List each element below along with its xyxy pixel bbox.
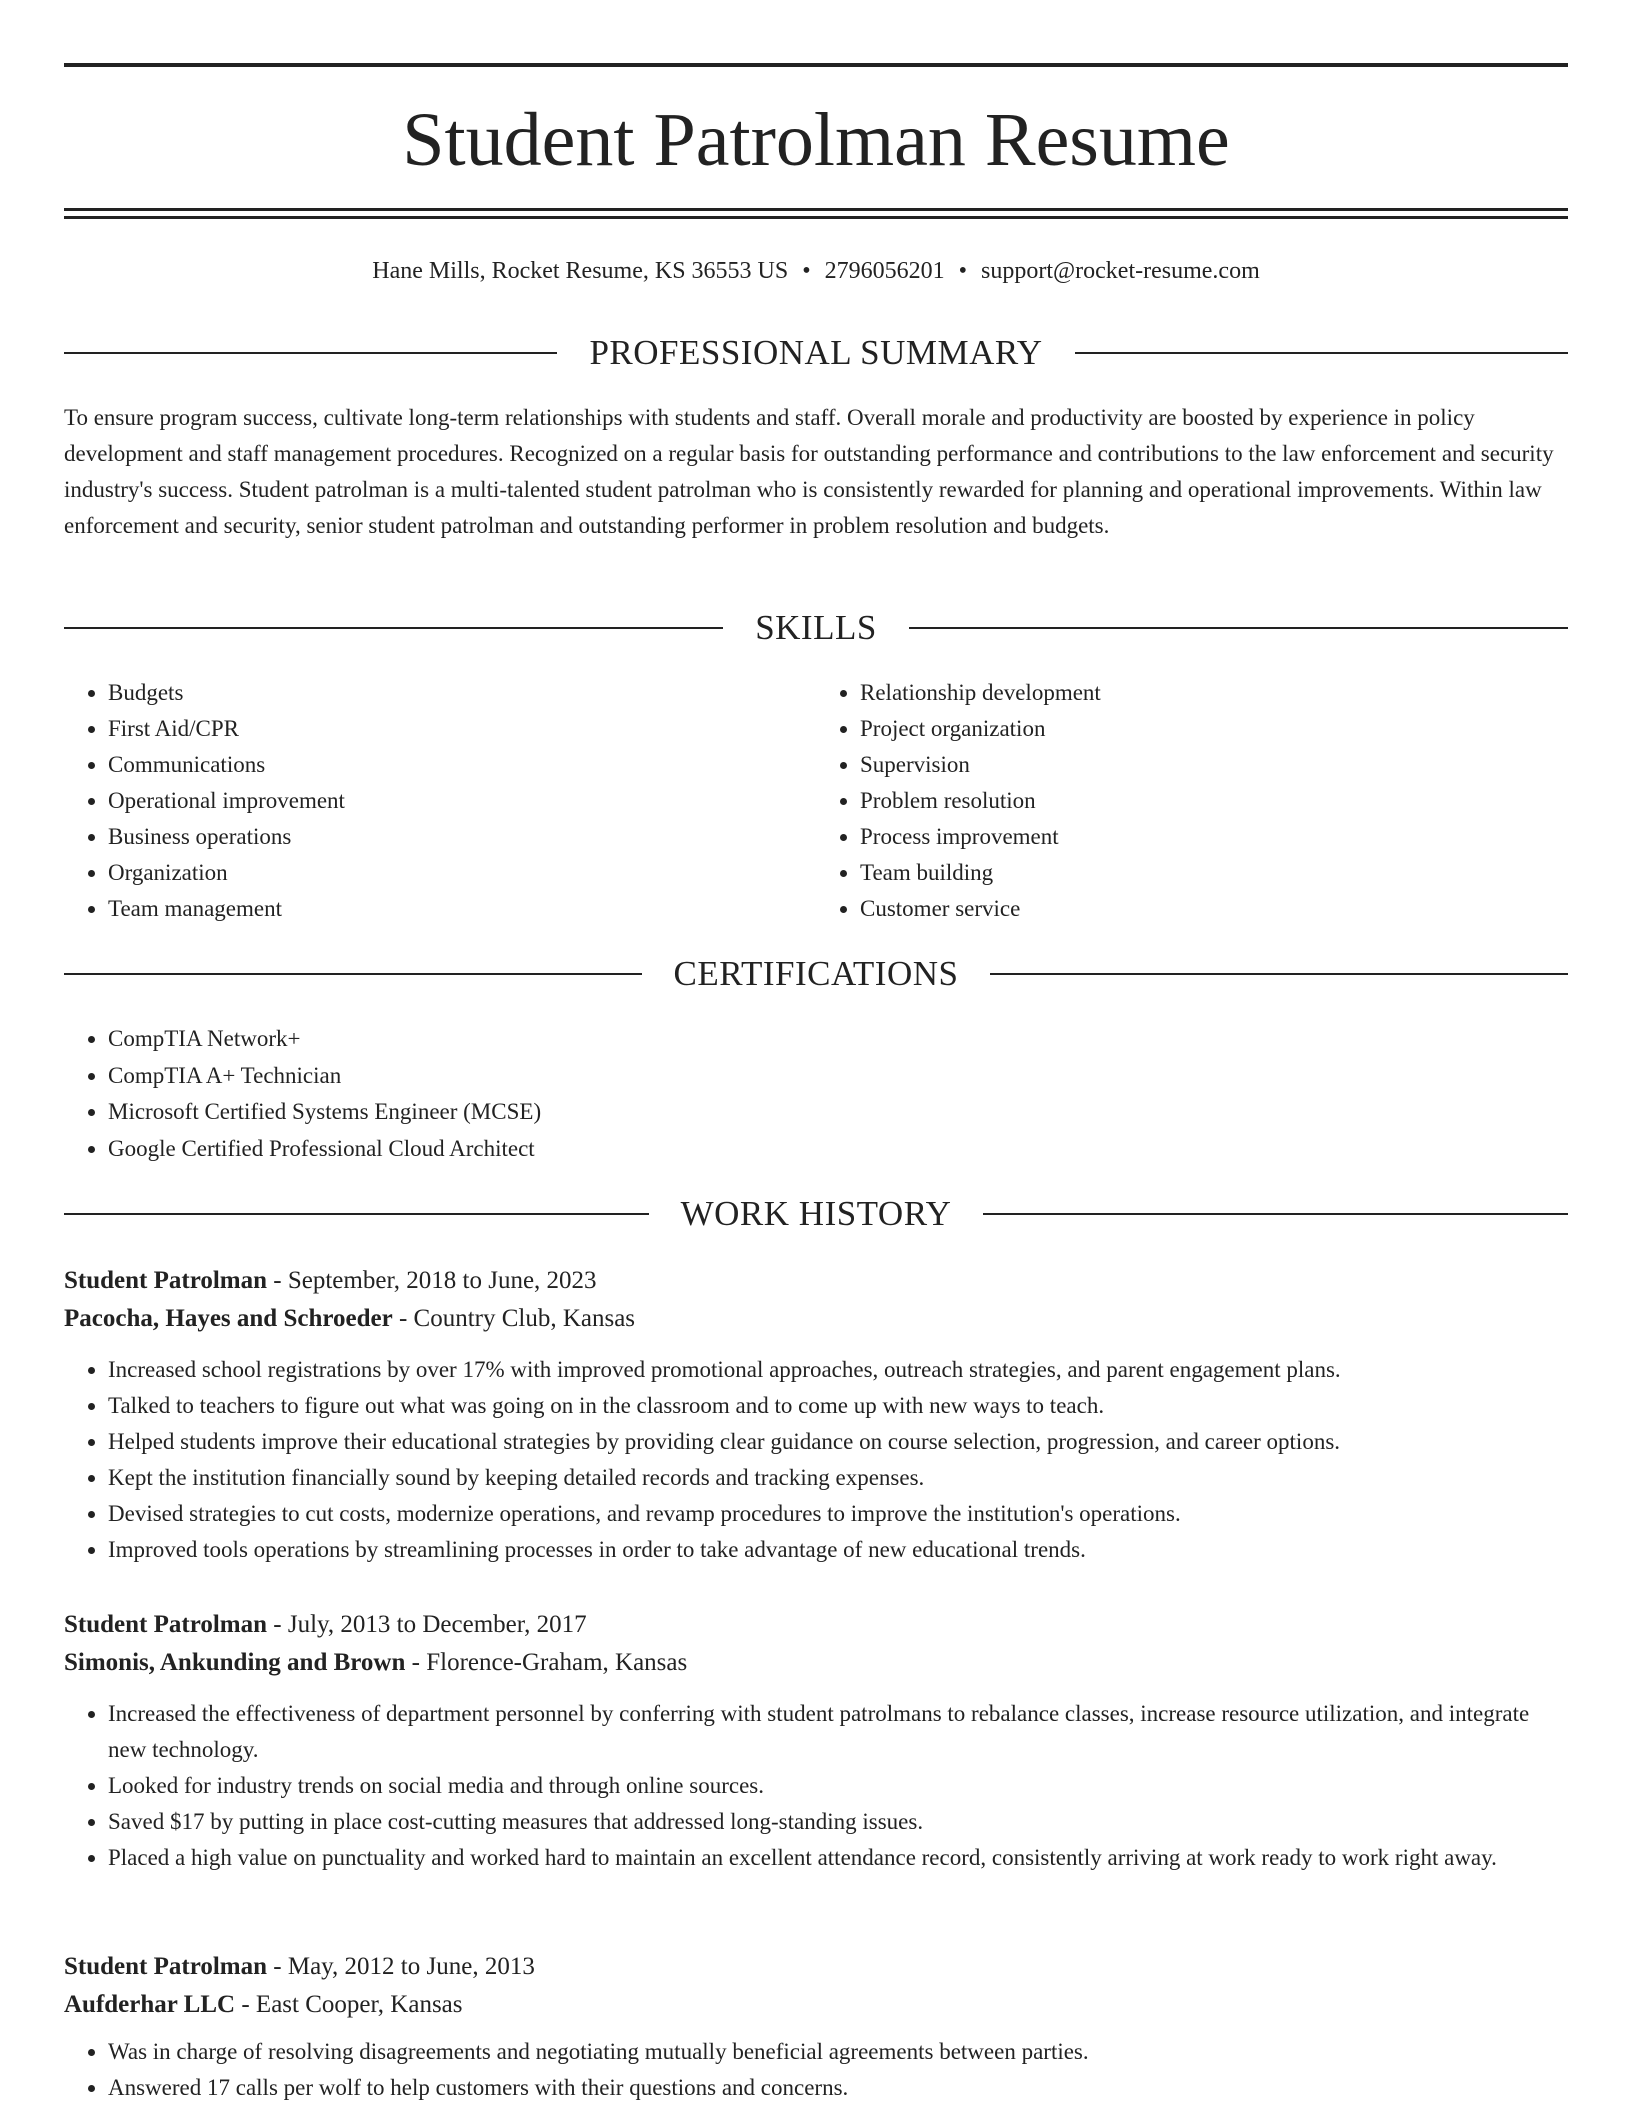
job-title: Student Patrolman bbox=[64, 1611, 268, 1638]
job-company: Pacocha, Hayes and Schroeder bbox=[64, 1305, 393, 1332]
top-rule bbox=[64, 63, 1568, 67]
skill-item: • Problem resolution bbox=[860, 783, 1568, 819]
job-dates: - September, 2018 to June, 2023 bbox=[267, 1267, 597, 1294]
job-bullets bbox=[64, 2034, 1568, 2106]
job-company: Aufderhar LLC bbox=[64, 1991, 236, 2018]
skills-column-right bbox=[816, 675, 1568, 927]
job-bullet: • Talked to teachers to figure out what was going on in the classroom and to come up with new ways to teach. bbox=[108, 1388, 1568, 1424]
job-entry bbox=[64, 1262, 1568, 1568]
certification-item: • CompTIA A+ Technician bbox=[108, 1058, 1568, 1095]
skill-item: • Team building bbox=[860, 855, 1568, 891]
summary-text: To ensure program success, cultivate long-term relationships with students and staff. Overall morale and productivity are boosted by experience in policy development and staff management procedures. Recognized on a regular basis for outstanding performance and contributions to the law enforcement and security industry's success. Student patrolman is a multi-talented student patrolman who is consistently rewarded for planning and operational improvements. Within law enforcement and security, senior student patrolman and outstanding performer in problem resolution and budgets. bbox=[64, 405, 1554, 538]
divider bbox=[64, 352, 557, 354]
job-company: Simonis, Ankunding and Brown bbox=[64, 1649, 406, 1676]
job-company-line bbox=[64, 1644, 1568, 1682]
contact-email: support@rocket-resume.com bbox=[981, 258, 1260, 284]
certifications-heading: CERTIFICATIONS bbox=[673, 954, 959, 993]
resume-title: Student Patrolman Resume bbox=[402, 98, 1230, 182]
title-rule-lower bbox=[64, 216, 1568, 219]
certification-item: • Google Certified Professional Cloud Architect bbox=[108, 1131, 1568, 1168]
job-bullet: • Helped students improve their educational strategies by providing clear guidance on course selection, progression, and career options. bbox=[108, 1424, 1568, 1460]
skill-item: • First Aid/CPR bbox=[108, 711, 816, 747]
divider bbox=[1075, 352, 1568, 354]
skills-section-header bbox=[64, 606, 1568, 650]
job-bullet: • Answered 17 calls per wolf to help customers with their questions and concerns. bbox=[108, 2070, 1568, 2106]
job-title-line bbox=[64, 1606, 1568, 1644]
certification-item: • Microsoft Certified Systems Engineer (MCSE) bbox=[108, 1094, 1568, 1131]
job-dates: - July, 2013 to December, 2017 bbox=[267, 1611, 587, 1638]
job-location: - Country Club, Kansas bbox=[392, 1305, 636, 1332]
job-title: Student Patrolman bbox=[64, 1267, 268, 1294]
job-bullet: • Was in charge of resolving disagreements and negotiating mutually beneficial agreements between parties. bbox=[108, 2034, 1568, 2070]
job-bullets bbox=[64, 1352, 1568, 1568]
job-company-line bbox=[64, 1300, 1568, 1338]
skills-column-left bbox=[64, 675, 816, 927]
summary-heading: PROFESSIONAL SUMMARY bbox=[589, 333, 1043, 372]
job-title: Student Patrolman bbox=[64, 1953, 268, 1980]
job-bullet: • Increased the effectiveness of department personnel by conferring with student patrolmans to rebalance classes, increase resource utilization, and integrate new technology. bbox=[108, 1696, 1568, 1768]
skills-heading: SKILLS bbox=[755, 608, 877, 647]
work-history-section-header bbox=[64, 1192, 1568, 1236]
job-entry bbox=[64, 1948, 1568, 2106]
skill-item: • Customer service bbox=[860, 891, 1568, 927]
skills-list bbox=[64, 675, 1568, 927]
job-bullet: • Placed a high value on punctuality and worked hard to maintain an excellent attendance record, consistently arriving at work ready to work right away. bbox=[108, 1840, 1568, 1876]
divider bbox=[64, 973, 642, 975]
skill-item: • Relationship development bbox=[860, 675, 1568, 711]
job-location: - Florence-Graham, Kansas bbox=[405, 1649, 688, 1676]
divider bbox=[64, 1213, 649, 1215]
contact-address: Hane Mills, Rocket Resume, KS 36553 US bbox=[372, 258, 789, 284]
certifications-list bbox=[64, 1021, 1568, 1167]
skill-item: • Business operations bbox=[108, 819, 816, 855]
divider bbox=[983, 1213, 1568, 1215]
job-bullets bbox=[64, 1696, 1568, 1876]
job-title-line bbox=[64, 1948, 1568, 1986]
job-bullet: • Improved tools operations by streamlining processes in order to take advantage of new educational trends. bbox=[108, 1532, 1568, 1568]
contact-separator: • bbox=[958, 258, 968, 284]
divider bbox=[64, 627, 723, 629]
job-dates: - May, 2012 to June, 2013 bbox=[267, 1953, 535, 1980]
skill-item: • Budgets bbox=[108, 675, 816, 711]
job-location: - East Cooper, Kansas bbox=[235, 1991, 463, 2018]
job-company-line bbox=[64, 1986, 1568, 2024]
job-entry bbox=[64, 1606, 1568, 1876]
skill-item: • Supervision bbox=[860, 747, 1568, 783]
divider bbox=[990, 973, 1568, 975]
divider bbox=[909, 627, 1568, 629]
certifications-section-header bbox=[64, 952, 1568, 996]
job-bullet: • Increased school registrations by over 17% with improved promotional approaches, outreach strategies, and parent engagement plans. bbox=[108, 1352, 1568, 1388]
job-bullet: • Kept the institution financially sound by keeping detailed records and tracking expenses. bbox=[108, 1460, 1568, 1496]
job-bullet: • Saved $17 by putting in place cost-cutting measures that addressed long-standing issues. bbox=[108, 1804, 1568, 1840]
contact-separator: • bbox=[802, 258, 811, 284]
skill-item: • Organization bbox=[108, 855, 816, 891]
job-title-line bbox=[64, 1262, 1568, 1300]
job-bullet: • Looked for industry trends on social media and through online sources. bbox=[108, 1768, 1568, 1804]
contact-line bbox=[64, 254, 1568, 288]
skill-item: • Communications bbox=[108, 747, 816, 783]
job-bullet: • Devised strategies to cut costs, modernize operations, and revamp procedures to improve the institution's operations. bbox=[108, 1496, 1568, 1532]
certification-item: • CompTIA Network+ bbox=[108, 1021, 1568, 1058]
work-history-heading: WORK HISTORY bbox=[680, 1194, 952, 1233]
skill-item: • Process improvement bbox=[860, 819, 1568, 855]
summary-section-header bbox=[64, 331, 1568, 375]
title-rule-upper bbox=[64, 208, 1568, 211]
skill-item: • Operational improvement bbox=[108, 783, 816, 819]
skill-item: • Team management bbox=[108, 891, 816, 927]
contact-phone: 2796056201 bbox=[824, 258, 945, 284]
skill-item: • Project organization bbox=[860, 711, 1568, 747]
